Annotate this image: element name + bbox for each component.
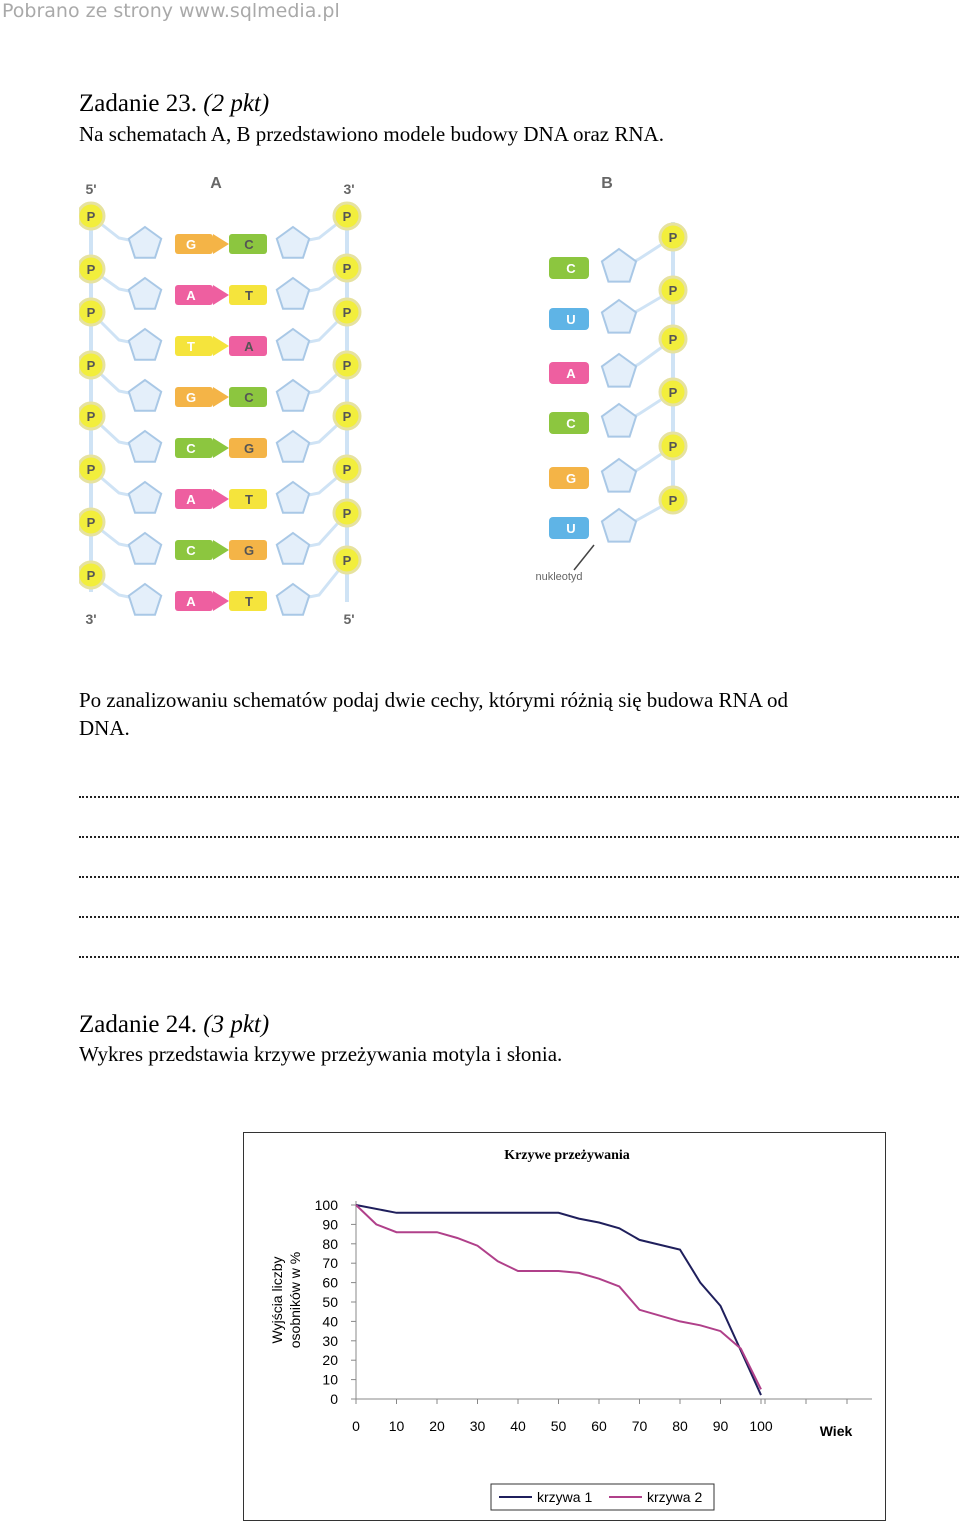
dna-helix (79, 202, 360, 615)
task23-title-text: Zadanie 23. (79, 90, 198, 117)
chart-legend (491, 1484, 714, 1510)
answer-line[interactable] (79, 916, 959, 918)
sugar-pentagon (602, 509, 636, 542)
x-tick-label: 50 (550, 1418, 567, 1434)
x-tick-label: 70 (631, 1418, 648, 1434)
base-notch (213, 234, 229, 254)
survival-chart-svg (244, 1133, 885, 1520)
task23-points: (2 pkt) (203, 90, 270, 117)
phosphate-label: P (342, 261, 352, 276)
x-tick-label: 90 (712, 1418, 729, 1434)
rna-base-label: U (566, 521, 576, 536)
base-label: C (244, 237, 254, 252)
phosphate-label: P (86, 358, 96, 373)
x-tick-label: 60 (591, 1418, 607, 1434)
phosphate-label: P (342, 209, 352, 224)
task24-title-text: Zadanie 24. (79, 1011, 198, 1038)
phosphate-label: P (342, 358, 352, 373)
sugar-pentagon (602, 249, 636, 282)
task23-question-line1: Po zanalizowaniu schematów podaj dwie cechy, którymi różnią się budowa RNA od (79, 688, 788, 712)
y-tick-label: 40 (322, 1313, 338, 1330)
phosphate-label: P (342, 553, 352, 568)
base-notch (213, 438, 229, 458)
phosphate-label: P (342, 506, 352, 521)
base-label: A (186, 594, 196, 609)
sugar-pentagon (277, 533, 309, 564)
phosphate-label: P (668, 332, 678, 347)
nucleotide-label: nukleotyd (535, 571, 583, 583)
rna-base-label: G (565, 471, 577, 486)
phosphate-label: P (668, 439, 678, 454)
sugar-pentagon (129, 329, 161, 360)
base-notch (213, 591, 229, 611)
x-tick-label: 10 (388, 1418, 405, 1434)
y-tick-label: 100 (314, 1197, 338, 1213)
phosphate-label: P (86, 305, 96, 320)
sugar-pentagon (277, 227, 309, 258)
answer-line[interactable] (79, 796, 959, 798)
nucleotide-pointer (574, 545, 594, 570)
base-label: C (244, 390, 254, 405)
phosphate-label: P (342, 305, 352, 320)
x-tick-label: 30 (469, 1418, 486, 1434)
phosphate-label: P (342, 409, 352, 424)
base-label: T (245, 288, 253, 303)
base-label: C (186, 543, 196, 558)
task24-title (79, 1011, 269, 1039)
base-label: T (245, 594, 253, 609)
rna-base-label: A (566, 366, 576, 381)
x-tick-label: 80 (672, 1418, 688, 1434)
x-tick-label: 40 (510, 1418, 526, 1434)
base-label: T (187, 339, 195, 354)
sugar-pentagon (277, 584, 309, 615)
dna-end-label: 3' (85, 611, 97, 627)
answer-line[interactable] (79, 956, 959, 958)
answer-line[interactable] (79, 876, 959, 878)
rna-base-label: C (566, 261, 576, 276)
y-tick-label: 70 (322, 1255, 338, 1272)
task23-title (79, 90, 269, 118)
base-label: C (186, 441, 196, 456)
dna-end-label: 5' (343, 611, 355, 627)
dna-end-label: 3' (343, 181, 355, 197)
base-label: T (245, 492, 253, 507)
base-notch (213, 387, 229, 407)
y-tick-label: 50 (322, 1294, 338, 1310)
phosphate-label: P (668, 493, 678, 508)
task24-intro: Wykres przedstawia krzywe przeżywania motyla i słonia. (79, 1042, 563, 1066)
base-label: G (243, 543, 255, 558)
survival-chart (243, 1132, 886, 1521)
phosphate-label: P (86, 568, 96, 583)
phosphate-label: P (86, 409, 96, 424)
legend-label-krzywa-1: krzywa 1 (537, 1489, 593, 1505)
x-tick-label: 100 (749, 1418, 773, 1434)
sugar-pentagon (129, 278, 161, 309)
phosphate-label: P (86, 209, 96, 224)
y-tick-label: 30 (322, 1332, 338, 1349)
sugar-pentagon (277, 431, 309, 462)
task24-points: (3 pkt) (203, 1011, 270, 1038)
task23-question-line2: DNA. (79, 716, 130, 740)
y-tick-label: 80 (322, 1235, 338, 1252)
rna-base-label: C (566, 416, 576, 431)
base-notch (213, 285, 229, 305)
phosphate-label: P (86, 515, 96, 530)
x-tick-label: 20 (429, 1418, 445, 1434)
x-axis-label: Wiek (819, 1423, 853, 1439)
sugar-pentagon (602, 404, 636, 437)
base-notch (213, 489, 229, 509)
sugar-pentagon (129, 482, 161, 513)
y-tick-label: 60 (322, 1274, 338, 1291)
sugar-pentagon (277, 329, 309, 360)
sugar-pentagon (277, 380, 309, 411)
phosphate-label: P (86, 462, 96, 477)
sugar-pentagon (602, 354, 636, 387)
dna-rna-diagram (79, 172, 699, 632)
base-label: A (186, 492, 196, 507)
sugar-pentagon (277, 482, 309, 513)
phosphate-label: P (86, 262, 96, 277)
diagram-label-a: A (210, 175, 222, 192)
sugar-pentagon (602, 300, 636, 333)
series-line-krzywa-1 (356, 1205, 761, 1395)
base-label: G (185, 390, 197, 405)
phosphate-label: P (668, 385, 678, 400)
task23-intro: Na schematach A, B przedstawiono modele budowy DNA oraz RNA. (79, 122, 664, 146)
dna-end-label: 5' (85, 181, 97, 197)
y-tick-label: 10 (322, 1371, 338, 1388)
y-tick-label: 0 (330, 1391, 338, 1407)
base-label: A (186, 288, 196, 303)
base-label: G (243, 441, 255, 456)
chart-title: Krzywe przeżywania (504, 1148, 630, 1163)
base-label: A (244, 339, 254, 354)
base-notch (213, 540, 229, 560)
phosphate-label: P (668, 230, 678, 245)
sugar-pentagon (129, 380, 161, 411)
y-tick-label: 20 (322, 1352, 338, 1369)
base-notch (213, 336, 229, 356)
y-axis-label-line1: Wyjścia liczby (269, 1256, 285, 1344)
diagram-label-b: B (601, 175, 613, 192)
y-axis-label-line2: osobników w % (287, 1251, 303, 1349)
rna-strand (535, 222, 686, 583)
sugar-pentagon (129, 533, 161, 564)
y-tick-label: 90 (322, 1216, 338, 1233)
sugar-pentagon (602, 459, 636, 492)
answer-line[interactable] (79, 836, 959, 838)
x-tick-label: 0 (352, 1418, 360, 1434)
watermark: Pobrano ze strony www.sqlmedia.pl (2, 0, 340, 22)
sugar-pentagon (277, 278, 309, 309)
sugar-pentagon (129, 431, 161, 462)
legend-label-krzywa-2: krzywa 2 (647, 1489, 703, 1505)
sugar-pentagon (129, 584, 161, 615)
series-line-krzywa-2 (356, 1205, 761, 1389)
base-label: G (185, 237, 197, 252)
phosphate-label: P (342, 462, 352, 477)
phosphate-label: P (668, 283, 678, 298)
rna-base-label: U (566, 312, 576, 327)
sugar-pentagon (129, 227, 161, 258)
